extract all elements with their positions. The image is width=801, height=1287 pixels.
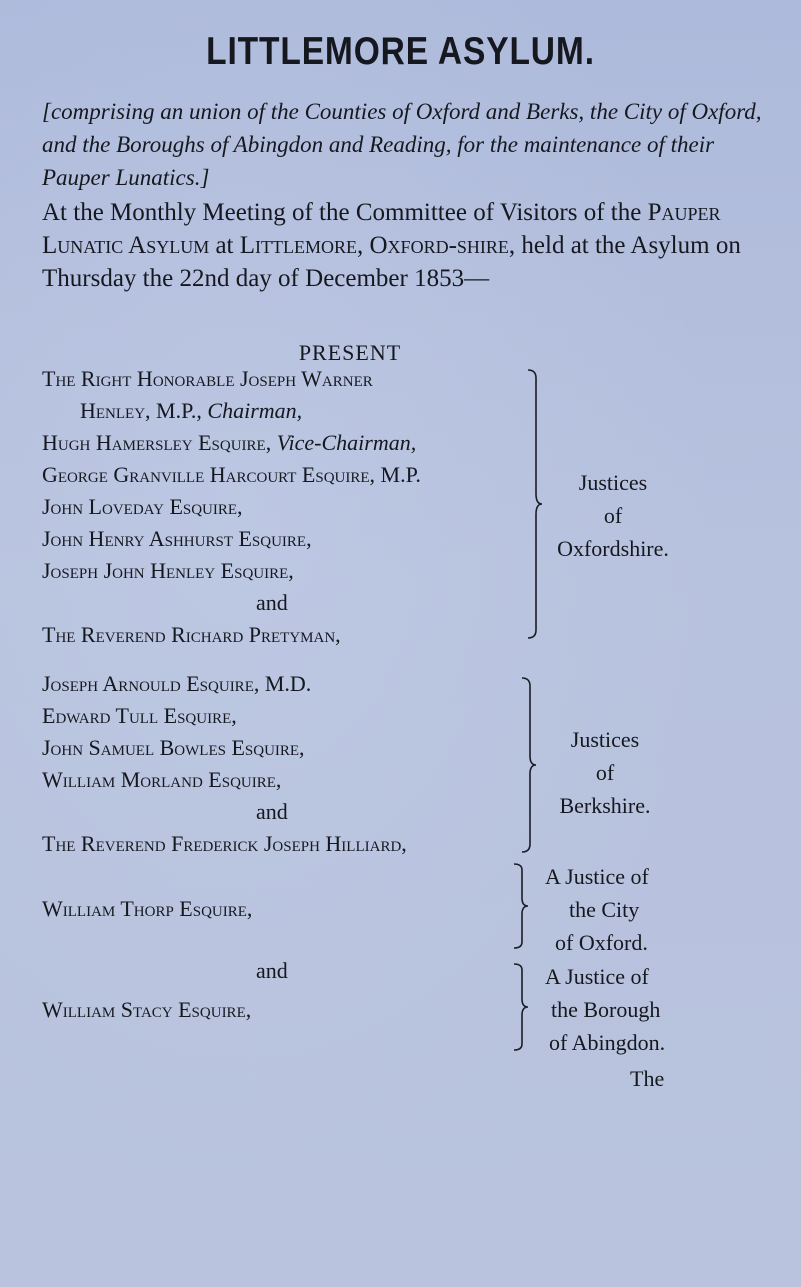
attendee-name: John Henry Ashhurst Esquire, xyxy=(42,526,312,551)
preamble-lead: At the Monthly Meeting of the Committee of Visitors of the xyxy=(42,199,648,226)
remit-statement: [comprising an union of the Counties of Oxford and Berks, the City of Oxford, and the Boroughs of Abingdon and Reading, for the maintenance of their Pauper Lunatics.] xyxy=(42,99,762,190)
attendee-name: Joseph Arnould Esquire, M.D. xyxy=(42,671,312,696)
abingdon-brace xyxy=(508,962,530,1052)
preamble-at: at xyxy=(209,232,240,259)
present-heading: PRESENT xyxy=(298,340,402,365)
attendee-name: Edward Tull Esquire, xyxy=(42,703,237,728)
conjunction-and: and xyxy=(256,958,288,983)
oxfordshire-label: Justices of Oxfordshire. xyxy=(557,470,669,561)
attendee-name: Joseph John Henley Esquire, xyxy=(42,558,294,583)
attendee-name: George Granville Harcourt Esquire, M.P. xyxy=(42,462,421,487)
berkshire-label: Justices of Berkshire. xyxy=(559,727,651,818)
preamble-asylum-name: Pauper Lunatic Asylum xyxy=(42,199,721,259)
attendee-name: William Thorp Esquire, xyxy=(42,896,253,921)
attendee-name: William Stacy Esquire, xyxy=(42,997,252,1022)
city-label: A Justice of the City of Oxford. xyxy=(545,864,649,955)
attendee-role: Vice-Chairman, xyxy=(276,430,417,455)
attendee-name: John Loveday Esquire, xyxy=(42,494,243,519)
preamble-rest: , held at the Asylum on Thursday the 22nd day of December 1853— xyxy=(42,232,741,292)
attendee-name: The Reverend Frederick Joseph Hilliard, xyxy=(42,831,407,856)
abingdon-label: A Justice of the Borough of Abingdon. xyxy=(545,964,666,1055)
conjunction-and: and xyxy=(256,590,288,615)
attendee-name: William Morland Esquire, xyxy=(42,767,282,792)
attendee-name: Hugh Hamersley Esquire, Vice-Chairman, xyxy=(42,430,417,455)
attendee-role: Chairman, xyxy=(207,398,303,423)
conjunction-and: and xyxy=(256,799,288,824)
meeting-preamble xyxy=(42,196,762,295)
city-brace xyxy=(508,862,530,950)
document-title: LITTLEMORE ASYLUM. xyxy=(206,30,595,73)
preamble-place: Littlemore, Oxford-shire xyxy=(239,232,509,259)
catchword: The xyxy=(630,1066,665,1091)
attendee-name: The Right Honorable Joseph Warner xyxy=(42,366,373,391)
attendee-name: The Reverend Richard Pretyman, xyxy=(42,622,341,647)
attendee-name: John Samuel Bowles Esquire, xyxy=(42,735,305,760)
attendee-name: Henley, M.P., Chairman, xyxy=(80,398,303,423)
